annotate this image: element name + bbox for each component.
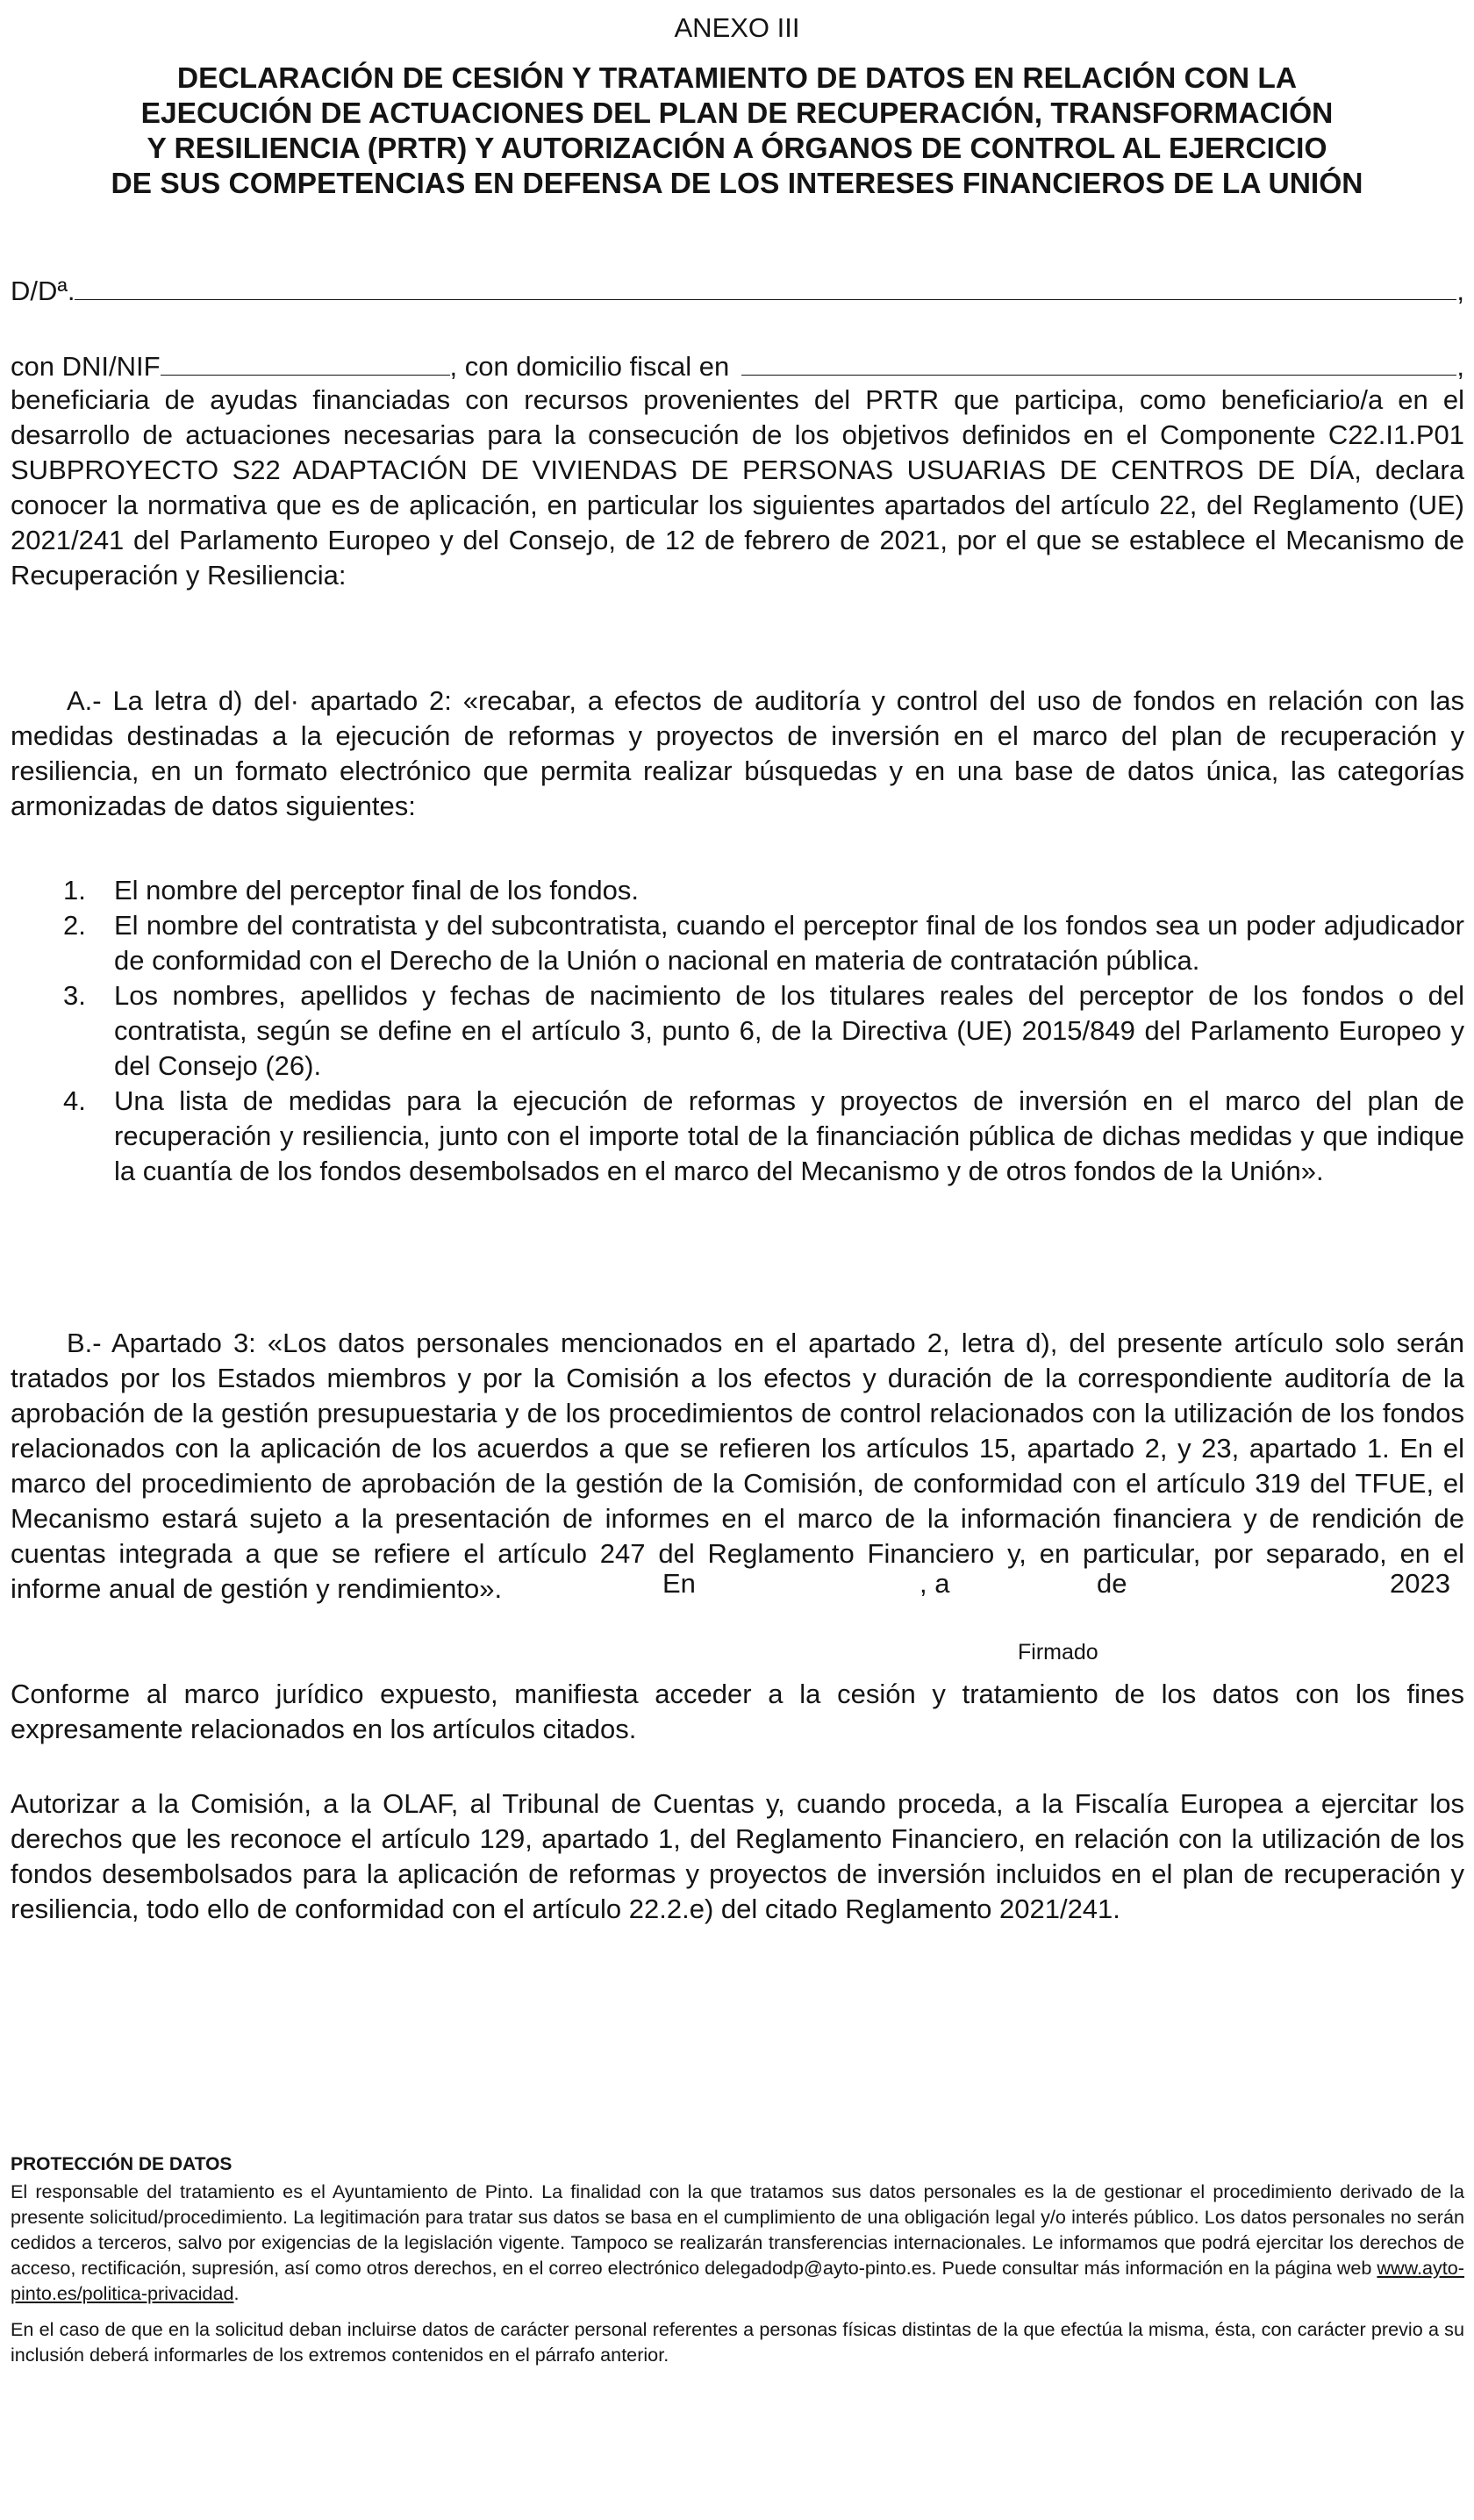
intro-paragraph: beneficiaria de ayudas financiadas con recursos provenientes del PRTR que participa, como beneficiario/a en el desarrollo de actuaciones necesarias para la consecución de los objetivos definidos en el Componente C22.I1.P01 SUBPROYECTO S22 ADAPTACIÓN DE VIVIENDAS DE PERSONAS USUARIAS DE CENTROS DE DÍA, declara conocer la normativa que es de aplicación, en particular los siguientes apartados del artículo 22, del Reglamento (UE) 2021/241 del Parlamento Europeo y del Consejo, de 12 de febrero de 2021, por el que se establece el Mecanismo de Recuperación y Resiliencia: bbox=[11, 384, 1464, 591]
section-b-paragraph: B.- Apartado 3: «Los datos personales mencionados en el apartado 2, letra d), del presente artículo solo serán tratados por los Estados miembros y por la Comisión a los efectos y duración de la correspondiente auditoría de la aprobación de la gestión presupuestaria y de los procedimientos de control relacionados con la utilización de los fondos relacionados con la aplicación de los acuerdos a que se refieren los artículos 15, apartado 2, y 23, apartado 1. En el marco del procedimiento de aprobación de la gestión de la Comisión, de conformidad con el artículo 319 del TFUE, el Mecanismo estará sujeto a la presentación de informes en el marco de la información financiera y de rendición de cuentas integrada a que se refiere el artículo 247 del Reglamento Financiero y, en particular, por separado, en el informe anual de gestión y rendimiento». bbox=[11, 1328, 1464, 1604]
list-item bbox=[11, 908, 1464, 978]
data-protection-end: . bbox=[233, 2282, 240, 2304]
authorization-paragraph: Autorizar a la Comisión, a la OLAF, al Tribunal de Cuentas y, cuando proceda, a la Fiscalía Europea a ejercitar los derechos que les reconoce el artículo 129, apartado 1, del Reglamento Financiero, en relación con la utilización de los fondos desembolsados para la aplicación de reformas y proyectos de inversión incluidos en el plan de recuperación y resiliencia, todo ello de conformidad con el artículo 22.2.e) del citado Reglamento 2021/241. bbox=[11, 1788, 1464, 1924]
date-year: 2023 bbox=[1390, 1568, 1450, 1599]
list-item bbox=[11, 1084, 1464, 1189]
list-item-text: El nombre del perceptor final de los fondos. bbox=[114, 875, 639, 906]
data-protection-body: El responsable del tratamiento es el Ayuntamiento de Pinto. La finalidad con la que tratamos sus datos personales es la de gestionar el procedimiento derivado de la presente solicitud/procedimiento. La legitimación para tratar sus datos se basa en el cumplimiento de una obligación legal y/o interés público. Los datos personales no serán cedidos a terceros, salvo por exigencias de la legislación vigente. Tampoco se realizarán transferencias internacionales. Le informamos que podrá ejercitar los derechos de acceso, rectificación, supresión, así como otros derechos, en el correo electrónico delegadodp@ayto-pinto.es. Puede consultar más información en la página web bbox=[11, 2180, 1464, 2279]
section-a-paragraph: A.- La letra d) del· apartado 2: «recabar, a efectos de auditoría y control del uso de fondos en relación con las medidas destinadas a la ejecución de reformas y proyectos de inversión en el marco del plan de recuperación y resiliencia, en un formato electrónico que permita realizar búsquedas y en una base de datos única, las categorías armonizadas de datos siguientes: bbox=[11, 685, 1464, 821]
domicile-input[interactable] bbox=[741, 348, 1456, 376]
signature-label: Firmado bbox=[1018, 1640, 1098, 1664]
privacy-policy-link[interactable]: www.ayto-pinto.es/politica-privacidad bbox=[11, 2257, 1464, 2304]
conforme-paragraph: Conforme al marco jurídico expuesto, manifiesta acceder a la cesión y tratamiento de los datos con los fines expresamente relacionados en los artículos citados. bbox=[11, 1679, 1464, 1744]
domicile-label: , con domicilio fiscal en bbox=[449, 351, 730, 382]
date-de: de bbox=[1097, 1568, 1127, 1599]
title-line: EJECUCIÓN DE ACTUACIONES DEL PLAN DE RECUPERACIÓN, TRANSFORMACIÓN bbox=[140, 97, 1334, 130]
list-item bbox=[11, 978, 1464, 1084]
data-protection-title: PROTECCIÓN DE DATOS bbox=[11, 2154, 233, 2174]
title-line: DECLARACIÓN DE CESIÓN Y TRATAMIENTO DE DATOS EN RELACIÓN CON LA bbox=[176, 62, 1298, 95]
list-item-number: 1. bbox=[63, 875, 86, 906]
title-line: Y RESILIENCIA (PRTR) Y AUTORIZACIÓN A ÓRGANOS DE CONTROL AL EJERCICIO bbox=[147, 132, 1327, 165]
list-item-text: Los nombres, apellidos y fechas de nacimiento de los titulares reales del perceptor de los fondos o del contratista, según se define en el artículo 3, punto 6, de la Directiva (UE) 2015/849 del Parlamento Europeo y del Consejo (26). bbox=[114, 980, 1464, 1081]
data-categories-list bbox=[11, 873, 1464, 1189]
list-item-number: 3. bbox=[63, 980, 86, 1011]
date-line bbox=[0, 1566, 1474, 1601]
name-label: D/Dª. bbox=[11, 276, 75, 306]
title-line: DE SUS COMPETENCIAS EN DEFENSA DE LOS INTERESES FINANCIEROS DE LA UNIÓN bbox=[111, 168, 1363, 200]
name-field-row bbox=[11, 273, 1464, 309]
name-trailing-comma: , bbox=[1456, 276, 1464, 306]
annex-label: ANEXO III bbox=[674, 12, 800, 43]
dni-label: con DNI/NIF bbox=[11, 351, 161, 382]
date-en: En bbox=[662, 1568, 696, 1599]
third-party-note: En el caso de que en la solicitud deban incluirse datos de carácter personal referentes a personas físicas distintas de la que efectúa la misma, ésta, con carácter previo a su inclusión deberá informarles de los extremos contenidos en el párrafo anterior. bbox=[11, 2318, 1464, 2366]
list-item-text: El nombre del contratista y del subcontratista, cuando el perceptor final de los fondos sea un poder adjudicador de conformidad con el Derecho de la Unión o nacional en materia de contratación pública. bbox=[114, 910, 1464, 976]
list-item-number: 4. bbox=[63, 1085, 86, 1116]
name-input[interactable] bbox=[75, 273, 1456, 300]
list-item bbox=[11, 873, 1464, 908]
list-item-text: Una lista de medidas para la ejecución de reformas y proyectos de inversión en el marco del plan de recuperación y resiliencia, junto con el importe total de la financiación pública de dichas medidas y que indique la cuantía de los fondos desembolsados en el marco del Mecanismo y de otros fondos de la Unión». bbox=[114, 1085, 1464, 1186]
list-item-number: 2. bbox=[63, 910, 86, 941]
dni-input[interactable] bbox=[161, 348, 450, 376]
dni-domicile-row bbox=[11, 348, 1464, 384]
domicile-trailing-comma: , bbox=[1456, 351, 1464, 382]
data-protection-text bbox=[11, 2179, 1464, 2306]
date-a: , a bbox=[919, 1568, 950, 1599]
document-title bbox=[35, 61, 1439, 202]
